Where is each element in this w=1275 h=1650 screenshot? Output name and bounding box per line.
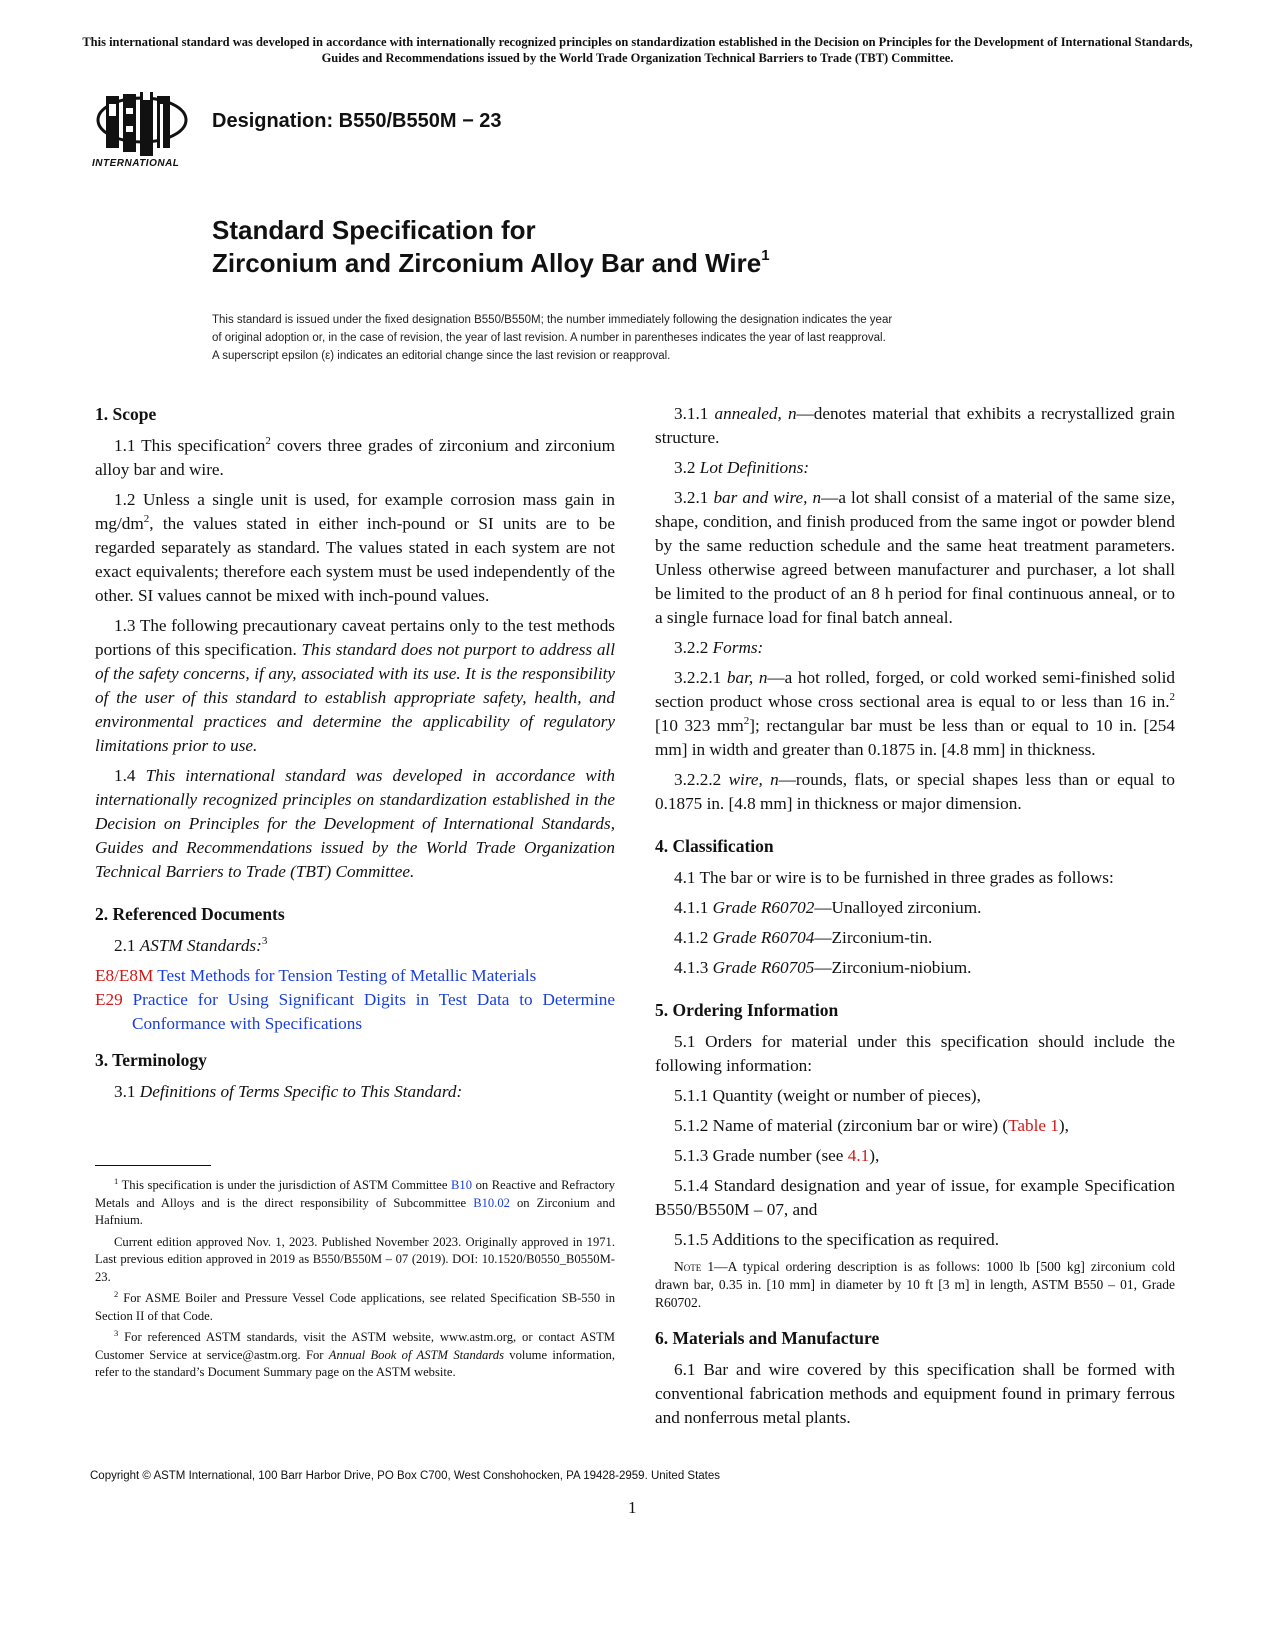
title-line-1: Standard Specification for [212, 215, 536, 245]
para-3-1-1: 3.1.1 annealed, n—denotes material that exhibits a recrystallized grain structure. [655, 404, 1176, 447]
section-heading-scope: 1. Scope [95, 404, 157, 424]
section-heading-ordering: 5. Ordering Information [655, 1000, 839, 1020]
page-title [212, 214, 770, 280]
para-3-1: 3.1 Definitions of Terms Specific to This Standard: [114, 1082, 463, 1101]
para-3-2-2: 3.2.2 Forms: [674, 638, 764, 657]
subcommittee-b10-02-link[interactable]: B10.02 [473, 1195, 510, 1210]
designation: Designation: B550/B550M − 23 [212, 110, 502, 132]
section-heading-classification: 4. Classification [655, 836, 774, 856]
reference-e29[interactable]: E29 Practice for Using Significant Digits in Test Data to Determine Conformance with Specifications [95, 990, 616, 1033]
reference-e8[interactable]: E8/E8M Test Methods for Tension Testing of Metallic Materials [95, 966, 537, 985]
left-column [95, 402, 615, 1110]
para-5-1-3: 5.1.3 Grade number (see 4.1), [674, 1146, 880, 1165]
footnotes [95, 1177, 615, 1386]
astm-logo-mark [106, 92, 170, 156]
para-4-1-1: 4.1.1 Grade R60702—Unalloyed zirconium. [674, 898, 982, 917]
committee-b10-link[interactable]: B10 [451, 1178, 473, 1192]
astm-logo [92, 82, 198, 174]
issue-note: This standard is issued under the fixed designation B550/B550M; the number immediately following the designation indicates the year of original adoption or, in the case of revision, the year of last revision. A number in parentheses indicates the year of last reapproval. A superscript epsilon (ε) indicates an editorial change since the last revision or reapproval. [212, 314, 893, 362]
section-heading-materials: 6. Materials and Manufacture [655, 1328, 880, 1348]
para-4-1-3: 4.1.3 Grade R60705—Zirconium-niobium. [674, 958, 972, 977]
section-heading-terminology: 3. Terminology [95, 1050, 207, 1070]
title-line-2: Zirconium and Zirconium Alloy Bar and Wire$^1$ [212, 247, 770, 278]
para-4-1: 4.1 The bar or wire is to be furnished in three grades as follows: [674, 868, 1114, 887]
table-1-link[interactable]: Table 1 [1008, 1116, 1059, 1135]
para-3-2-2-1: 3.2.2.1 bar, n—a hot rolled, forged, or cold worked semi-finished solid section product whose cross sectional area is equal to or less than 16 in.$^2$ [10 323 $mm^2$]; rectangular bar must be less than or equal to 10 in. [254 mm] in width and greater than 0.1875 in. [4.8 mm] in thickness. [655, 668, 1175, 759]
para-1-2: 1.2 Unless a single unit is used, for example corrosion mass gain in $mg/dm^2$, the values stated in either inch-pound or SI units are to be regarded separately as standard. The values stated in each system are not exact equivalents; therefore each system must be used independently of the other. SI values cannot be mixed with inch-pound values. [95, 490, 615, 605]
para-5-1-4: 5.1.4 Standard designation and year of issue, for example Specification B550/B550M – 07, and [655, 1176, 1175, 1219]
para-5-1: 5.1 Orders for material under this specification should include the following information: [655, 1032, 1175, 1075]
para-1-4: 1.4 This international standard was developed in accordance with internationally recognized principles on standardization established in the Decision on Principles for the Development of International Standards, Guides and Recommendations issued by the World Trade Organization Technical Barriers to Trade (TBT) Committee. [95, 766, 615, 881]
para-3-2: 3.2 Lot Definitions: [674, 458, 810, 477]
para-3-2-1: 3.2.1 bar and wire, n—a lot shall consist of a material of the same size, shape, condition, and finish produced from the same ingot or powder blend by the same reduction schedule and the same heat treatment parameters. Unless otherwise agreed between manufacturer and purchaser, a lot shall be limited to the product of an 8 h period for final continuous anneal, or to a single furnace load for final batch anneal. [655, 488, 1175, 627]
footnote-1-edition: Current edition approved Nov. 1, 2023. Published November 2023. Originally approved in 1971. Last previous edition approved in 2019 as B550/B550M – 07 (2019). DOI: 10.1520/B0550_B0550M-23. [95, 1234, 615, 1284]
section-heading-referenced-documents: 2. Referenced Documents [95, 904, 285, 924]
para-5-1-5: 5.1.5 Additions to the specification as required. [674, 1230, 1000, 1249]
para-5-1-2: 5.1.2 Name of material (zirconium bar or wire) (Table 1), [674, 1116, 1069, 1135]
para-6-1: 6.1 Bar and wire covered by this specification shall be formed with conventional fabrication methods and equipment found in primary ferrous and nonferrous metal plants. [655, 1360, 1175, 1427]
section-4-1-link[interactable]: 4.1 [847, 1146, 870, 1165]
para-3-2-2-2: 3.2.2.2 wire, n—rounds, flats, or special shapes less than or equal to 0.1875 in. [4.8 mm] in thickness or major dimension. [655, 770, 1175, 813]
copyright: Copyright © ASTM International, 100 Barr Harbor Drive, PO Box C700, West Conshohocken, PA 19428-2959. United States [90, 1470, 721, 1482]
top-notice: This international standard was developed in accordance with internationally recognized principles on standardization established in the Decision on Principles for the Development of International Standards, Guides and Recommendations issued by the World Trade Organization Technical Barriers to Trade (TBT) Committee. [82, 35, 1193, 65]
page-number: 1 [628, 1498, 637, 1517]
para-4-1-2: 4.1.2 Grade R60704—Zirconium-tin. [674, 928, 933, 947]
footnote-3: $^3$ For referenced ASTM standards, visit the ASTM website, www.astm.org, or contact ASTM Customer Service at service@astm.org. For Annual Book of ASTM Standards volume information, refer to the standard’s Document Summary page on the ASTM website. [95, 1328, 615, 1379]
footnote-1: $^1$ This specification is under the jurisdiction of ASTM Committee B10 on Reactive and Refractory Metals and Alloys and is the direct responsibility of Subcommittee B10.02 on Zirconium and Hafnium. [95, 1176, 615, 1227]
para-1-3: 1.3 The following precautionary caveat pertains only to the test methods portions of this specification. This standard does not purport to address all of the safety concerns, if any, associated with its use. It is the responsibility of the user of this standard to establish appropriate safety, health, and environmental practices and determine the applicability of regulatory limitations prior to use. [95, 616, 615, 755]
para-2-1: 2.1 ASTM Standards:$^3$ [114, 935, 268, 955]
right-column [655, 402, 1175, 1436]
para-5-1-1: 5.1.1 Quantity (weight or number of pieces), [674, 1086, 981, 1105]
footnote-divider [95, 1165, 211, 1166]
note-1: Note 1—A typical ordering description is as follows: 1000 lb [500 kg] zirconium cold drawn bar, 0.35 in. [10 mm] in diameter by 10 ft [3 m] in length, ASTM B550 – 01, Grade R60702. [655, 1259, 1175, 1310]
footnote-2: $^2$ For ASME Boiler and Pressure Vessel Code applications, see related Specification SB-550 in Section II of that Code. [95, 1289, 615, 1323]
para-1-1: 1.1 This specification$^2$ covers three grades of zirconium and zirconium alloy bar and wire. [95, 435, 615, 479]
logo-text: INTERNATIONAL [92, 158, 180, 169]
